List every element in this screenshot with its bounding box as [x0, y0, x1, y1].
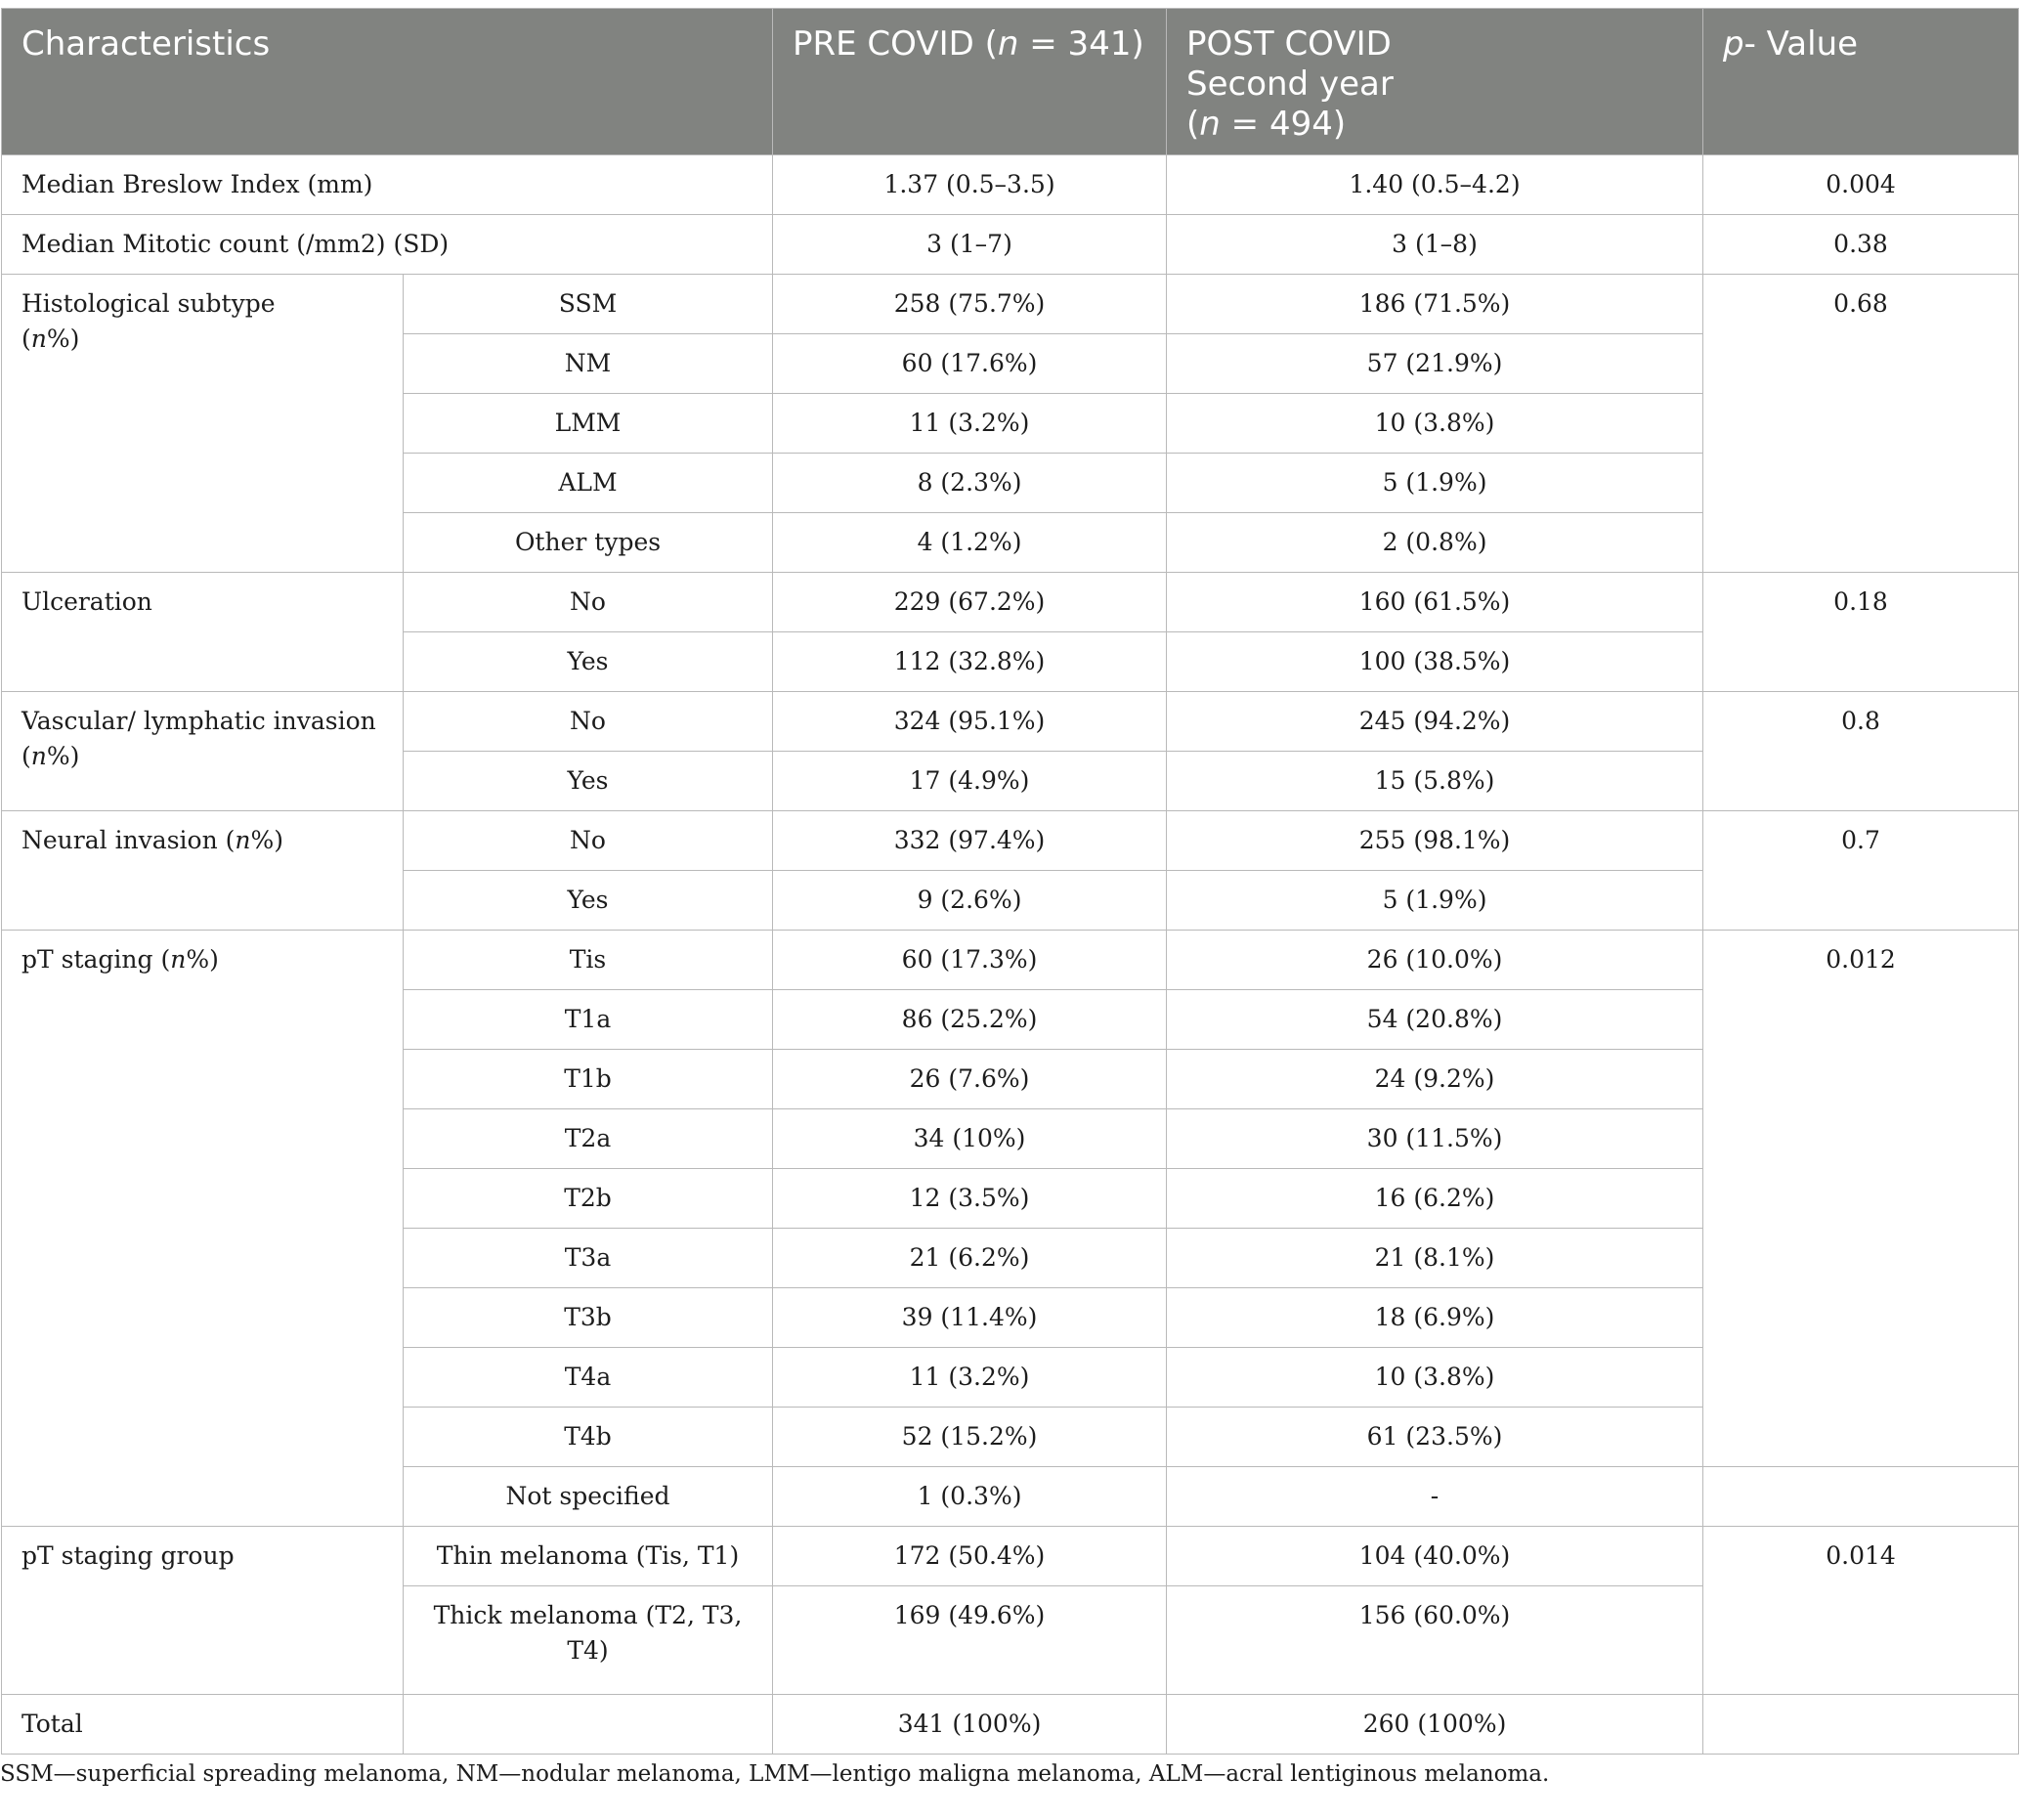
table-row — [2, 811, 2019, 871]
pre-value: 4 (1.2%) — [773, 513, 1167, 573]
post-value: 245 (94.2%) — [1167, 692, 1703, 752]
subgroup-label: ALM — [404, 454, 773, 513]
pre-value: 332 (97.4%) — [773, 811, 1167, 871]
pre-value: 3 (1–7) — [773, 215, 1167, 275]
subgroup-label: No — [404, 811, 773, 871]
table-row — [2, 931, 2019, 990]
header-row — [2, 9, 2019, 155]
p-value: 0.8 — [1703, 692, 2019, 811]
subgroup-label: Thin melanoma (Tis, T1) — [404, 1527, 773, 1586]
pre-value: 229 (67.2%) — [773, 573, 1167, 632]
pre-value: 86 (25.2%) — [773, 990, 1167, 1050]
post-value: 186 (71.5%) — [1167, 275, 1703, 334]
row-label: Histological subtype (n%) — [2, 275, 404, 573]
pre-value: 8 (2.3%) — [773, 454, 1167, 513]
subgroup-label: T1b — [404, 1050, 773, 1109]
subgroup-label: T1a — [404, 990, 773, 1050]
pre-value: 17 (4.9%) — [773, 752, 1167, 811]
post-value: 54 (20.8%) — [1167, 990, 1703, 1050]
pre-value: 258 (75.7%) — [773, 275, 1167, 334]
pre-value: 11 (3.2%) — [773, 1348, 1167, 1408]
subgroup-label: Yes — [404, 632, 773, 692]
subgroup-label: LMM — [404, 394, 773, 454]
row-label: Median Breslow Index (mm) — [2, 155, 773, 215]
row-label: Neural invasion (n%) — [2, 811, 404, 931]
pre-value: 60 (17.3%) — [773, 931, 1167, 990]
subgroup-label: Not specified — [404, 1467, 773, 1527]
pre-value: 172 (50.4%) — [773, 1527, 1167, 1586]
post-value: 18 (6.9%) — [1167, 1288, 1703, 1348]
post-value: 15 (5.8%) — [1167, 752, 1703, 811]
p-value: 0.004 — [1703, 155, 2019, 215]
subgroup-label: T3b — [404, 1288, 773, 1348]
post-value: 156 (60.0%) — [1167, 1586, 1703, 1695]
subgroup-label: T4b — [404, 1408, 773, 1467]
pre-value: 21 (6.2%) — [773, 1229, 1167, 1288]
table-row — [2, 573, 2019, 632]
pre-value: 34 (10%) — [773, 1109, 1167, 1169]
p-value: 0.18 — [1703, 573, 2019, 692]
post-value: 24 (9.2%) — [1167, 1050, 1703, 1109]
row-label: Total — [2, 1695, 404, 1755]
post-value: 10 (3.8%) — [1167, 394, 1703, 454]
post-value: 104 (40.0%) — [1167, 1527, 1703, 1586]
post-value: 30 (11.5%) — [1167, 1109, 1703, 1169]
melanoma-characteristics-table — [1, 8, 2019, 1755]
p-value: 0.7 — [1703, 811, 2019, 931]
table-row — [2, 1527, 2019, 1586]
p-value-empty — [1703, 1695, 2019, 1755]
header-characteristics: Characteristics — [2, 9, 773, 155]
pre-value: 39 (11.4%) — [773, 1288, 1167, 1348]
header-pre-covid: PRE COVID (n = 341) — [773, 9, 1167, 155]
pre-value: 12 (3.5%) — [773, 1169, 1167, 1229]
post-value: 61 (23.5%) — [1167, 1408, 1703, 1467]
table-row — [2, 1695, 2019, 1755]
post-value: - — [1167, 1467, 1703, 1527]
post-value: 57 (21.9%) — [1167, 334, 1703, 394]
post-value: 260 (100%) — [1167, 1695, 1703, 1755]
pre-value: 11 (3.2%) — [773, 394, 1167, 454]
p-value: 0.68 — [1703, 275, 2019, 573]
pre-value: 324 (95.1%) — [773, 692, 1167, 752]
post-value: 100 (38.5%) — [1167, 632, 1703, 692]
subgroup-label: No — [404, 692, 773, 752]
row-label: pT staging group — [2, 1527, 404, 1695]
pre-value: 60 (17.6%) — [773, 334, 1167, 394]
subgroup-label: T3a — [404, 1229, 773, 1288]
subgroup-label: T4a — [404, 1348, 773, 1408]
table-footnote: SSM—superficial spreading melanoma, NM—nodular melanoma, LMM—lentigo maligna melanoma, ALM—acral lentiginous melanoma. — [0, 1761, 1550, 1787]
pre-value: 341 (100%) — [773, 1695, 1167, 1755]
subgroup-label-empty — [404, 1695, 773, 1755]
header-p-value: p- Value — [1703, 9, 2019, 155]
post-value: 160 (61.5%) — [1167, 573, 1703, 632]
post-value: 1.40 (0.5–4.2) — [1167, 155, 1703, 215]
pre-value: 52 (15.2%) — [773, 1408, 1167, 1467]
subgroup-label: T2a — [404, 1109, 773, 1169]
subgroup-label: SSM — [404, 275, 773, 334]
post-value: 16 (6.2%) — [1167, 1169, 1703, 1229]
post-value: 5 (1.9%) — [1167, 871, 1703, 931]
subgroup-label: NM — [404, 334, 773, 394]
header-post-covid: POST COVID Second year (n = 494) — [1167, 9, 1703, 155]
pre-value: 112 (32.8%) — [773, 632, 1167, 692]
subgroup-label: No — [404, 573, 773, 632]
table-row — [2, 155, 2019, 215]
pre-value: 26 (7.6%) — [773, 1050, 1167, 1109]
p-value: 0.012 — [1703, 931, 2019, 1467]
subgroup-label: Tis — [404, 931, 773, 990]
p-value: 0.38 — [1703, 215, 2019, 275]
post-value: 5 (1.9%) — [1167, 454, 1703, 513]
pre-value: 1 (0.3%) — [773, 1467, 1167, 1527]
subgroup-label: Other types — [404, 513, 773, 573]
subgroup-label: T2b — [404, 1169, 773, 1229]
post-value: 255 (98.1%) — [1167, 811, 1703, 871]
table-row — [2, 692, 2019, 752]
pre-value: 9 (2.6%) — [773, 871, 1167, 931]
p-value: 0.014 — [1703, 1527, 2019, 1695]
subgroup-label: Yes — [404, 752, 773, 811]
table-row — [2, 275, 2019, 334]
post-value: 3 (1–8) — [1167, 215, 1703, 275]
row-label: Vascular/ lymphatic invasion (n%) — [2, 692, 404, 811]
post-value: 26 (10.0%) — [1167, 931, 1703, 990]
table-row — [2, 215, 2019, 275]
post-value: 21 (8.1%) — [1167, 1229, 1703, 1288]
subgroup-label: Yes — [404, 871, 773, 931]
row-label: Median Mitotic count (/mm2) (SD) — [2, 215, 773, 275]
post-value: 2 (0.8%) — [1167, 513, 1703, 573]
row-label: Ulceration — [2, 573, 404, 692]
subgroup-label: Thick melanoma (T2, T3, T4) — [404, 1586, 773, 1695]
pre-value: 1.37 (0.5–3.5) — [773, 155, 1167, 215]
post-value: 10 (3.8%) — [1167, 1348, 1703, 1408]
pre-value: 169 (49.6%) — [773, 1586, 1167, 1695]
row-label: pT staging (n%) — [2, 931, 404, 1527]
p-value-empty — [1703, 1467, 2019, 1527]
